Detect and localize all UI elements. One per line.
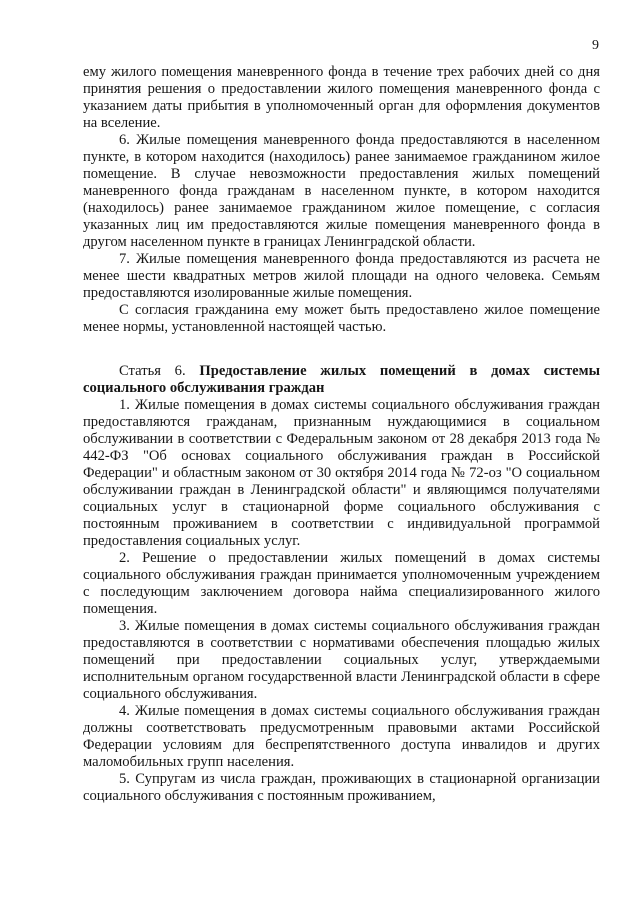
paragraph-7-consent: С согласия гражданина ему может быть предоставлено жилое помещение менее нормы, установленной настоящей частью. (83, 302, 600, 335)
article-number: Статья 6. (119, 363, 186, 379)
document-body (83, 64, 600, 805)
article-paragraph-2: 2. Решение о предоставлении жилых помещений в домах системы социального обслуживания граждан принимается уполномоченным учреждением с последующим заключением договора найма специализированного жилого помещения. (83, 550, 600, 617)
paragraph-7: 7. Жилые помещения маневренного фонда предоставляются из расчета не менее шести квадратных метров жилой площади на одного человека. Семьям предоставляются изолированные жилые помещения. (83, 251, 600, 301)
paragraph-continuation: ему жилого помещения маневренного фонда в течение трех рабочих дней со дня принятия решения о предоставлении жилого помещения маневренного фонда с указанием даты прибытия в уполномоченный орган для оформления документов на вселение. (83, 64, 600, 131)
article-heading (83, 363, 600, 397)
article-paragraph-5: 5. Супругам из числа граждан, проживающих в стационарной организации социального обслуживания с постоянным проживанием, (83, 771, 600, 804)
article-paragraph-1: 1. Жилые помещения в домах системы социального обслуживания граждан предоставляются гражданам, признанным нуждающимися в социальном обслуживании в соответствии с Федеральным законом от 28 декабря 2013 года № 442-ФЗ "Об основах социального обслуживания граждан в Российской Федерации" и областным законом от 30 октября 2014 года № 72-оз "О социальном обслуживании граждан в Ленинградской области" и являющимся получателями социальных услуг в стационарной форме социального обслуживания с постоянным проживанием в соответствии с индивидуальной программой предоставления социальных услуг. (83, 397, 600, 549)
article-paragraph-4: 4. Жилые помещения в домах системы социального обслуживания граждан должны соответствовать предусмотренным правовыми актами Российской Федерации условиям для беспрепятственного доступа инвалидов и других маломобильных групп населения. (83, 703, 600, 770)
article-paragraph-3: 3. Жилые помещения в домах системы социального обслуживания граждан предоставляются в соответствии с нормативами обеспечения площадью жилых помещений при предоставлении социальных услуг, утверждаемыми исполнительным органом государственной власти Ленинградской области в сфере социального обслуживания. (83, 618, 600, 702)
page-number: 9 (592, 38, 599, 53)
paragraph-6: 6. Жилые помещения маневренного фонда предоставляются в населенном пункте, в котором находится (находилось) ранее занимаемое гражданином жилое помещение. В случае невозможности предоставления жилых помещений маневренного фонда гражданам в населенном пункте, в котором находится (находилось) ранее занимаемое гражданином жилое помещение, с согласия указанных лиц им предоставляются жилые помещения маневренного фонда в другом населенном пункте в границах Ленинградской области. (83, 132, 600, 250)
article-title: Предоставление жилых помещений в домах системы социального обслуживания граждан (83, 363, 600, 396)
